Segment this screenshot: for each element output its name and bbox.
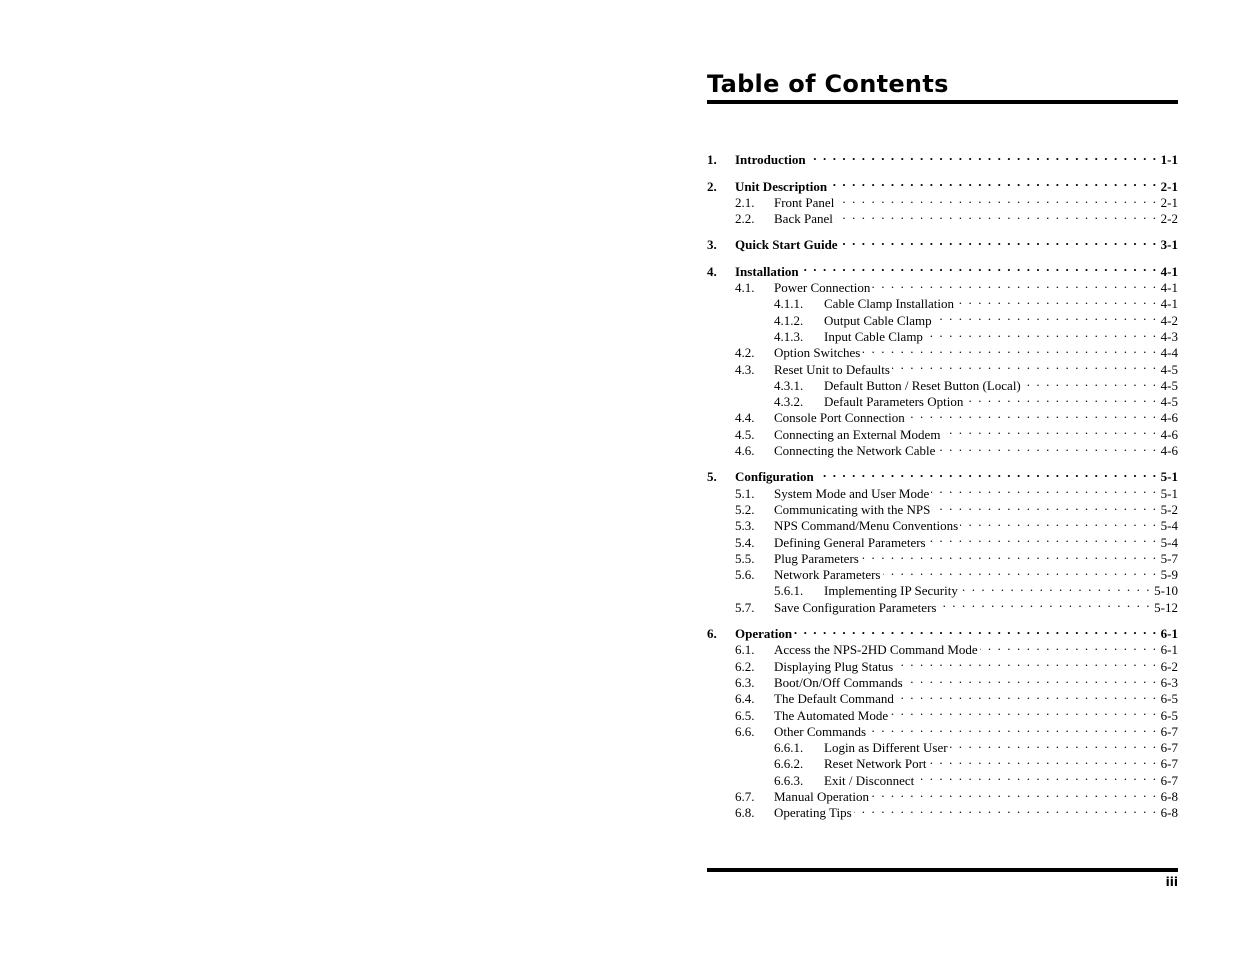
toc-entry-page: 6-2 xyxy=(1160,658,1178,674)
toc-entry-label: Introduction xyxy=(735,152,806,168)
toc-entry-page: 5-9 xyxy=(1160,567,1178,583)
toc-entry-number: 4.1.3. xyxy=(774,328,804,344)
toc-entry-number: 6. xyxy=(707,626,717,642)
toc-entry-label: Save Configuration Parameters xyxy=(774,599,937,615)
toc-leader-dots xyxy=(801,259,1158,275)
toc-section xyxy=(707,233,1178,253)
toc-entry-page: 5-4 xyxy=(1160,518,1178,534)
page-number: iii xyxy=(1165,875,1178,889)
toc-entry-label: Cable Clamp Installation xyxy=(824,296,954,312)
toc-entry-number: 4.3. xyxy=(735,361,755,377)
toc-entry-label: Operating Tips xyxy=(774,805,852,821)
toc-entry-page: 4-1 xyxy=(1160,263,1178,279)
toc-entry-page: 4-6 xyxy=(1160,410,1178,426)
toc-leader-dots xyxy=(890,703,1158,719)
toc-entry-number: 4.5. xyxy=(735,426,755,442)
toc-entry-number: 6.1. xyxy=(735,642,755,658)
toc-entry-number: 2.2. xyxy=(735,211,755,227)
toc-leader-dots xyxy=(816,465,1158,481)
toc-entry-number: 6.3. xyxy=(735,674,755,690)
toc-entry-page: 4-5 xyxy=(1160,377,1178,393)
toc-leader-dots xyxy=(862,341,1157,357)
toc-entry-number: 6.5. xyxy=(735,707,755,723)
toc-entry-number: 4.1.1. xyxy=(774,296,804,312)
toc-entry-number: 4.1. xyxy=(735,280,755,296)
toc-entry-page: 5-2 xyxy=(1160,501,1178,517)
toc-entry-label: Default Parameters Option xyxy=(824,394,964,410)
toc-leader-dots xyxy=(929,752,1158,768)
toc-entry-label: Defining General Parameters xyxy=(774,534,926,550)
toc-leader-dots xyxy=(871,785,1158,801)
toc-entry-label: Connecting an External Modem xyxy=(774,426,941,442)
toc-entry-label: Power Connection xyxy=(774,280,871,296)
toc-entry-page: 5-1 xyxy=(1160,485,1178,501)
toc-entry-number: 3. xyxy=(707,237,717,253)
toc-entry-page: 4-5 xyxy=(1160,394,1178,410)
toc-entry-label: System Mode and User Mode xyxy=(774,485,930,501)
toc-leader-dots xyxy=(1023,374,1158,390)
toc-entry-number: 5. xyxy=(707,469,717,485)
toc-section xyxy=(707,174,1178,227)
toc-entry-label: Reset Unit to Defaults xyxy=(774,361,890,377)
toc-entry-label: Default Button / Reset Button (Local) xyxy=(824,377,1021,393)
toc-entry-page: 6-7 xyxy=(1160,772,1178,788)
toc-entry-number: 6.7. xyxy=(735,788,755,804)
toc-entry-label: The Default Command xyxy=(774,691,894,707)
toc-entry-label: Back Panel xyxy=(774,211,833,227)
toc-entry-label: Quick Start Guide xyxy=(735,237,838,253)
toc-entry-label: Displaying Plug Status xyxy=(774,658,894,674)
toc-leader-dots xyxy=(980,638,1158,654)
toc-leader-dots xyxy=(883,563,1158,579)
toc-leader-dots xyxy=(905,671,1158,687)
toc-entry-label: Configuration xyxy=(735,469,814,485)
toc-entry-label: Implementing IP Security xyxy=(824,583,958,599)
toc-entry-level-1[interactable] xyxy=(707,465,1178,485)
toc-leader-dots xyxy=(928,530,1158,546)
toc-entry-number: 1. xyxy=(707,152,717,168)
toc-leader-dots xyxy=(934,308,1158,324)
toc-entry-page: 2-1 xyxy=(1160,178,1178,194)
toc-entry-page: 5-4 xyxy=(1160,534,1178,550)
toc-entry-number: 5.2. xyxy=(735,501,755,517)
toc-entry-page: 5-1 xyxy=(1160,469,1178,485)
toc-entry-page: 6-1 xyxy=(1160,642,1178,658)
toc-entry-page: 6-1 xyxy=(1160,626,1178,642)
toc-entry-number: 4. xyxy=(707,263,717,279)
toc-entry-label: Exit / Disconnect xyxy=(824,772,915,788)
toc-entry-number: 4.1.2. xyxy=(774,312,804,328)
toc-entry-number: 5.4. xyxy=(735,534,755,550)
toc-entry-label: Reset Network Port xyxy=(824,756,927,772)
toc-leader-dots xyxy=(950,736,1158,752)
toc-entry-number: 4.3.1. xyxy=(774,377,804,393)
toc-entry-label: Unit Description xyxy=(735,178,828,194)
toc-entry-page: 4-2 xyxy=(1160,312,1178,328)
toc-entry-page: 4-6 xyxy=(1160,443,1178,459)
toc-leader-dots xyxy=(872,276,1157,292)
toc-leader-dots xyxy=(794,622,1158,638)
toc-entry-level-1[interactable] xyxy=(707,174,1178,194)
toc-entry-number: 2. xyxy=(707,178,717,194)
toc-leader-dots xyxy=(896,687,1158,703)
toc-section xyxy=(707,259,1178,459)
toc-leader-dots xyxy=(916,768,1157,784)
toc-section xyxy=(707,148,1178,168)
toc-leader-dots xyxy=(965,390,1157,406)
toc-leader-dots xyxy=(931,481,1157,497)
toc-entry-page: 4-4 xyxy=(1160,345,1178,361)
toc-entry-number: 4.4. xyxy=(735,410,755,426)
toc-leader-dots xyxy=(942,422,1157,438)
toc-entry-label: Console Port Connection xyxy=(774,410,905,426)
toc-list xyxy=(707,148,1178,821)
toc-entry-level-1[interactable] xyxy=(707,259,1178,279)
toc-entry-label: Network Parameters xyxy=(774,567,881,583)
toc-entry-page: 6-8 xyxy=(1160,788,1178,804)
toc-leader-dots xyxy=(960,579,1151,595)
toc-leader-dots xyxy=(829,174,1158,190)
toc-entry-number: 2.1. xyxy=(735,194,755,210)
toc-leader-dots xyxy=(854,801,1158,817)
toc-entry-page: 6-8 xyxy=(1160,805,1178,821)
toc-entry-label: Communicating with the NPS xyxy=(774,501,931,517)
toc-entry-page: 4-3 xyxy=(1160,328,1178,344)
toc-entry-level-1[interactable] xyxy=(707,622,1178,642)
toc-entry-page: 4-5 xyxy=(1160,361,1178,377)
toc-entry-number: 5.1. xyxy=(735,485,755,501)
toc-leader-dots xyxy=(960,514,1157,530)
toc-entry-number: 6.4. xyxy=(735,691,755,707)
toc-entry-label: Front Panel xyxy=(774,194,835,210)
toc-leader-dots xyxy=(892,357,1158,373)
toc-leader-dots xyxy=(840,233,1158,249)
toc-entry-page: 6-7 xyxy=(1160,723,1178,739)
toc-entry-label: Manual Operation xyxy=(774,788,869,804)
toc-leader-dots xyxy=(861,547,1158,563)
toc-entry-page: 5-10 xyxy=(1154,583,1178,599)
toc-entry-number: 5.5. xyxy=(735,550,755,566)
toc-entry-page: 3-1 xyxy=(1160,237,1178,253)
toc-entry-label: Plug Parameters xyxy=(774,550,859,566)
footer-rule xyxy=(707,868,1178,872)
toc-entry-page: 5-12 xyxy=(1154,599,1178,615)
title-rule xyxy=(707,100,1178,104)
toc-entry-number: 5.6. xyxy=(735,567,755,583)
toc-entry-page: 6-3 xyxy=(1160,674,1178,690)
toc-entry-number: 6.6.1. xyxy=(774,740,804,756)
toc-entry-number: 6.2. xyxy=(735,658,755,674)
toc-entry-label: Access the NPS-2HD Command Mode xyxy=(774,642,978,658)
toc-entry-number: 5.7. xyxy=(735,599,755,615)
toc-entry-label: Output Cable Clamp xyxy=(824,312,932,328)
toc-section xyxy=(707,465,1178,615)
toc-entry-number: 6.6.3. xyxy=(774,772,804,788)
toc-entry-label: Other Commands xyxy=(774,723,867,739)
toc-entry-label: Input Cable Clamp xyxy=(824,328,923,344)
toc-entry-page: 6-5 xyxy=(1160,691,1178,707)
toc-entry-page: 6-5 xyxy=(1160,707,1178,723)
toc-entry-label: Operation xyxy=(735,626,793,642)
toc-leader-dots xyxy=(925,325,1158,341)
toc-entry-level-1[interactable] xyxy=(707,233,1178,253)
toc-entry-number: 6.6.2. xyxy=(774,756,804,772)
toc-entry-number: 6.8. xyxy=(735,805,755,821)
toc-entry-label: Installation xyxy=(735,263,799,279)
toc-entry-page: 5-7 xyxy=(1160,550,1178,566)
toc-leader-dots xyxy=(835,207,1158,223)
toc-entry-label: NPS Command/Menu Conventions xyxy=(774,518,959,534)
toc-entry-label: Login as Different User xyxy=(824,740,948,756)
toc-entry-number: 5.3. xyxy=(735,518,755,534)
toc-entry-level-1[interactable] xyxy=(707,148,1178,168)
toc-leader-dots xyxy=(932,498,1157,514)
toc-leader-dots xyxy=(868,720,1158,736)
toc-entry-page: 6-7 xyxy=(1160,756,1178,772)
toc-entry-label: Boot/On/Off Commands xyxy=(774,674,903,690)
toc-entry-number: 5.6.1. xyxy=(774,583,804,599)
toc-leader-dots xyxy=(907,406,1158,422)
page-title: Table of Contents xyxy=(707,70,949,98)
toc-entry-page: 1-1 xyxy=(1160,152,1178,168)
toc-entry-label: Connecting the Network Cable xyxy=(774,443,936,459)
toc-entry-page: 4-6 xyxy=(1160,426,1178,442)
toc-entry-label: The Automated Mode xyxy=(774,707,889,723)
toc-leader-dots xyxy=(937,439,1157,455)
toc-entry-page: 2-2 xyxy=(1160,211,1178,227)
toc-leader-dots xyxy=(895,654,1157,670)
toc-entry-number: 6.6. xyxy=(735,723,755,739)
toc-entry-number: 4.6. xyxy=(735,443,755,459)
toc-leader-dots xyxy=(938,595,1151,611)
toc-entry-page: 4-1 xyxy=(1160,280,1178,296)
toc-entry-page: 6-7 xyxy=(1160,740,1178,756)
toc-section xyxy=(707,622,1178,821)
toc-leader-dots xyxy=(956,292,1158,308)
toc-entry-page: 4-1 xyxy=(1160,296,1178,312)
toc-entry-number: 4.2. xyxy=(735,345,755,361)
toc-entry-page: 2-1 xyxy=(1160,194,1178,210)
toc-entry-label: Option Switches xyxy=(774,345,861,361)
toc-leader-dots xyxy=(836,191,1157,207)
toc-page xyxy=(707,68,1178,827)
toc-entry-number: 4.3.2. xyxy=(774,394,804,410)
toc-leader-dots xyxy=(808,148,1158,164)
